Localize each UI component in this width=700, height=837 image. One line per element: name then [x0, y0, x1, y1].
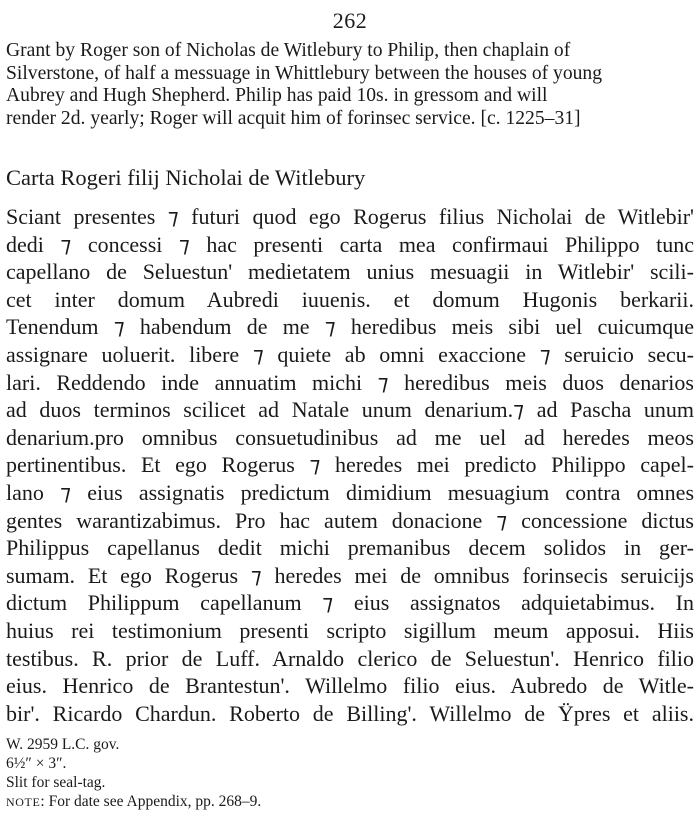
- charter-line: dedi ⁊ concessi ⁊ hac presenti carta mea confirmaui Philippo tunc: [6, 231, 694, 257]
- charter-line: Tenendum ⁊ habendum de me ⁊ heredibus meis sibi uel cuicumque: [6, 314, 694, 340]
- document-page: [6, 0, 694, 837]
- charter-line: capellano de Seluestun' medietatem unius mesuagii in Witlebir' scili-: [6, 259, 694, 285]
- charter-line: dictum Philippum capellanum ⁊ eius assignatos adquietabimus. In: [6, 590, 694, 616]
- charter-line: Sciant presentes ⁊ futuri quod ego Rogerus filius Nicholai de Witlebir': [6, 204, 694, 229]
- charter-line: huius rei testimonium presenti scripto sigillum meum apposui. Hiis: [6, 617, 694, 643]
- charter-line: eius. Henrico de Brantestun'. Willelmo filio eius. Aubredo de Witle-: [6, 673, 694, 699]
- charter-line: denarium.pro omnibus consuetudinibus ad me uel ad heredes meos: [6, 424, 694, 450]
- charter-line: pertinentibus. Et ego Rogerus ⁊ heredes mei predicto Philippo capel-: [6, 452, 694, 478]
- archival-notes: [6, 735, 694, 812]
- dimensions-line: 6½″ × 3″.: [6, 755, 67, 772]
- reference-line: W. 2959 L.C. gov.: [6, 736, 120, 753]
- english-summary: [6, 40, 694, 130]
- charter-line: bir'. Ricardo Chardun. Roberto de Billing'. Willelmo de Ÿpres et aliis.: [6, 700, 694, 726]
- note-label: NOTE: [6, 795, 41, 809]
- summary-line: Silverstone, of half a messuage in Whittlebury between the houses of young: [6, 62, 603, 84]
- charter-text: [6, 203, 694, 727]
- charter-line: lano ⁊ eius assignatis predictum dimidium mesuagium contra omnes: [6, 479, 694, 505]
- summary-line: Grant by Roger son of Nicholas de Witlebury to Philip, then chaplain of: [6, 40, 571, 61]
- charter-line: sumam. Et ego Rogerus ⁊ heredes mei de omnibus forinsecis seruicijs: [6, 562, 694, 588]
- note-text: : For date see Appendix, pp. 268–9.: [40, 793, 262, 810]
- charter-line: testibus. R. prior de Luff. Arnaldo clerico de Seluestun'. Henrico filio: [6, 645, 694, 671]
- note-line: [6, 792, 694, 812]
- charter-line: cet inter domum Aubredi iuuenis. et domum Hugonis berkarii.: [6, 286, 694, 312]
- summary-line: render 2d. yearly; Roger will acquit him of forinsec service. [c. 1225–31]: [6, 107, 581, 129]
- page-number: 262: [332, 8, 368, 33]
- summary-line: Aubrey and Hugh Shepherd. Philip has paid 10s. in gressom and will: [6, 85, 548, 106]
- charter-line: ad duos terminos scilicet ad Natale unum denarium.⁊ ad Pascha unum: [6, 397, 694, 423]
- seal-line: Slit for seal-tag.: [6, 774, 106, 791]
- charter-title: Carta Rogeri filij Nicholai de Witlebury: [6, 165, 366, 190]
- charter-line: assignare uoluerit. libere ⁊ quiete ab omni exaccione ⁊ seruicio secu-: [6, 341, 694, 367]
- charter-line: lari. Reddendo inde annuatim michi ⁊ heredibus meis duos denarios: [6, 369, 694, 395]
- charter-line: gentes warantizabimus. Pro hac autem donacione ⁊ concessione dictus: [6, 507, 694, 533]
- charter-line: Philippus capellanus dedit michi premanibus decem solidos in ger-: [6, 535, 694, 561]
